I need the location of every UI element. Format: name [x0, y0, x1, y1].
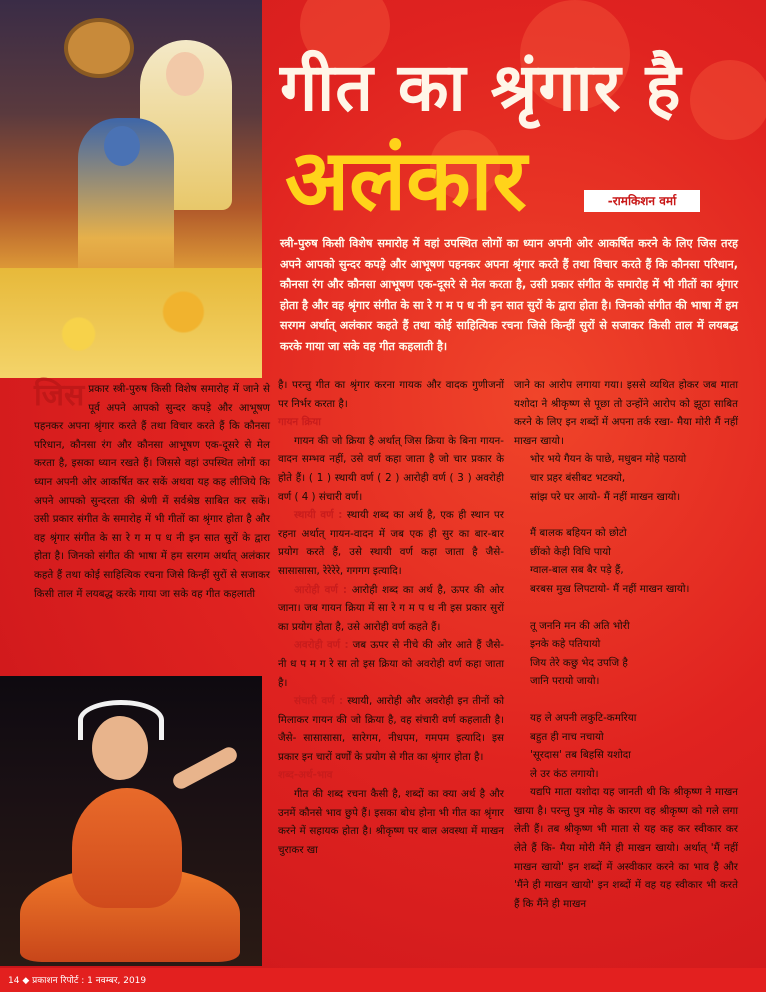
poem-line: ले उर कंठ लगायो।	[530, 767, 599, 780]
paragraph: यद्यपि माता यशोदा यह जानती थी कि श्रीकृष्ण ने माखन खाया है। परन्तु पुत्र मोह के कारण वह श्रीकृष्ण को गले लगा लेती हैं। तब श्रीकृष्ण भी माता से यह कह कर स्वीकार कर लेते हैं कि- मैया मोरी मैंने ही माखन खायो। अर्थात् 'मैं नहीं माखन खायो' इन शब्दों में अस्वीकार करने का भाव है और 'मैंने ही माखन खायो' इन शब्दों में वह यह स्वीकार भी करते हैं कि मैंने ही माखन	[514, 786, 738, 910]
paragraph: गायन की जो क्रिया है अर्थात् जिस क्रिया के बिना गायन-वादन सम्भव नहीं, उसे वर्ण कहा जाता है जो चार प्रकार के होते हैं। ( 1 ) स्थायी वर्ण ( 2 ) आरोही वर्ण ( 3 ) अवरोही वर्ण ( 4 ) संचारी वर्ण।	[278, 434, 504, 503]
paragraph-text: जब ऊपर से नीचे की ओर आते हैं जैसे- नी ध प म ग रे सा तो इस क्रिया को अवरोही वर्ण कहा जाता है।	[278, 639, 505, 689]
paragraph: जाने का आरोप लगाया गया। इससे व्यथित होकर जब माता यशोदा ने श्रीकृष्ण से पूछा तो उन्होंने आरोप को झूठा साबित करने के लिए इन शब्दों में अपना तर्क रखा- मैया मोरी मैं नहीं माखन खायो।	[514, 379, 738, 447]
poem-line: यह ले अपनी लकुटि-कमरिया	[530, 711, 637, 724]
drop-cap: जिस	[34, 378, 85, 413]
inline-heading: आरोही वर्ण :	[294, 583, 348, 596]
poem-stanza-3	[514, 617, 738, 691]
poem-stanza-4	[514, 709, 738, 783]
krishna-face	[104, 126, 140, 166]
paragraph	[278, 636, 504, 692]
paragraph	[278, 692, 504, 766]
dancer-photo	[0, 676, 262, 966]
article-column-3	[514, 376, 738, 913]
poem-line: बरबस मुख लिपटायो- मैं नहीं माखन खायो।	[530, 582, 690, 595]
poem-stanza-2	[514, 524, 738, 598]
radha-face	[166, 52, 204, 96]
poem-line: इनके कहे पतियायो	[530, 638, 601, 651]
dancer-arm	[170, 745, 239, 792]
poem-stanza-1	[514, 450, 738, 506]
paragraph	[278, 581, 504, 637]
poem-line: भोर भये गैयन के पाछे, मधुबन मोहे पठायो	[530, 453, 687, 466]
poem-line: छींको केही विधि पायो	[530, 545, 611, 558]
section-heading: गायन क्रिया	[278, 416, 321, 429]
poem-line: तू जननि मन की अति भोरी	[530, 619, 630, 632]
krishna-radha-photo	[0, 0, 262, 378]
dancer-body	[72, 788, 182, 908]
article-column-1	[34, 380, 270, 603]
column-text: प्रकार स्त्री-पुरुष किसी विशेष समारोह में जाने से पूर्व अपने आपको सुन्दर कपड़े और आभूषण पहनकर अपना श्रृंगार करते हैं तथा विचार करते हैं कि कौनसा परिधान, कौनसा रंग और कौनसा आभूषण एक-दूसरे से मेल करता है, इसका ध्यान रखते हैं। जिससे वहां उपस्थित लोगों का ध्यान अपनी ओर आकर्षित कर सकें अथवा यह कह लीजिये कि अपने आपको सुन्दरता की श्रेणी में सर्वश्रेष्ठ साबित कर सकें। उसी प्रकार संगीत के समारोह में भी गीतों का श्रृंगार होता है और वह श्रृंगार संगीत के सा रे ग म प ध नी इन सात सुरों के द्वारा होता है। जिनको संगीत की भाषा में हम सरगम अर्थात् अलंकार कहते हैं तथा कोई साहित्यिक रचना जिसे किन्हीं सुरों से सजाकर किसी ताल में लयबद्ध करके गाया जा सके वह गीत कहलाती	[34, 383, 270, 600]
paragraph: है। परन्तु गीत का श्रृंगार करना गायक और वादक गुणीजनों पर निर्भर करता है।	[278, 379, 504, 410]
paragraph: गीत की शब्द रचना कैसी है, शब्दों का क्या अर्थ है और उनमें कौनसे भाव छुपे हैं। इसका बोध होना भी गीत का श्रृंगार करने में सहायक होता है। श्रीकृष्ण पर बाल अवस्था में माखन चुराकर खा	[278, 788, 504, 856]
paragraph-text: स्थायी शब्द का अर्थ है, एक ही स्थान पर रहना अर्थात् गायन-वादन में जब एक ही सुर का बार-बार प्रयोग करते हैं, उसे स्थायी वर्ण कहा जाता है जैसे- सासासासा, रेरेरेरे, गगगग इत्यादि।	[278, 509, 504, 577]
poem-line: बहुत ही नाच नचायो	[530, 730, 604, 743]
flower-petals	[0, 268, 262, 378]
section-heading: शब्द-अर्थ-भाव	[278, 769, 333, 782]
paragraph	[278, 506, 504, 580]
article-title-line1: गीत का श्रृंगार है	[280, 49, 682, 126]
poem-line: 'सूरदास' तब बिहसि यशोदा	[530, 749, 631, 762]
flower-pattern	[690, 60, 766, 140]
dancer-face	[92, 716, 148, 780]
intro-paragraph: स्त्री-पुरुष किसी विशेष समारोह में वहां उपस्थित लोगों का ध्यान अपनी ओर आकर्षित करने के लिए जिस तरह अपने आपको सुन्दर कपड़े और आभूषण पहनकर अपना श्रृंगार करते हैं तथा विचार करते हैं कि कौनसा परिधान, कौनसा रंग और कौनसा आभूषण एक-दूसरे से मेल करता है, उसी प्रकार संगीत के समारोह में भी गीतों का श्रृंगार होता है और वह श्रृंगार संगीत के सा रे ग म प ध नी इन सात सुरों के द्वारा होता है। जिनको संगीत की भाषा में हम सरगम अर्थात् अलंकार कहते हैं तथा कोई साहित्यिक रचना जिसे किन्हीं सुरों से सजाकर किसी ताल में लयबद्ध करके गाया जा सके वह गीत कहलाती है।	[280, 237, 738, 353]
flower-basket	[64, 18, 134, 78]
author-byline: -रामकिशन वर्मा	[584, 190, 700, 212]
poem-line: सांझ परे घर आयो- मैं नहीं माखन खायो।	[530, 490, 681, 503]
poem-line: जानि परायो जायो।	[530, 675, 600, 688]
poem-line: ग्वाल-बाल सब बैर पड़े हैं,	[530, 564, 624, 577]
article-title-line2: अलंकार	[285, 131, 527, 229]
article-column-2	[278, 376, 504, 859]
poem-line: जिय तेरे कछु भेद उपजि है	[530, 656, 628, 669]
poem-line: मैं बालक बहियन को छोटो	[530, 527, 627, 540]
inline-heading: स्थायी वर्ण :	[294, 509, 343, 522]
poem-line: चार प्रहर बंसीबट भटक्यो,	[530, 471, 626, 484]
footer-folio: 14 ◆ प्रकाशन रिपोर्ट : 1 नवम्बर, 2019	[8, 976, 147, 986]
paragraph-text: आरोही शब्द का अर्थ है, ऊपर की ओर जाना। जब गायन क्रिया में सा रे ग म प ध नी इस प्रकार सुरों का प्रयोग होता है, उसे आरोही वर्ण कहते हैं।	[278, 583, 504, 633]
inline-heading: अवरोही वर्ण :	[294, 639, 349, 652]
inline-heading: संचारी वर्ण :	[294, 695, 344, 708]
paragraph-text: स्थायी, आरोही और अवरोही इन तीनों को मिलाकर गायन की जो क्रिया है, वह संचारी वर्ण कहलाती है। जैसे- सासासासा, सारेगम, नीधपम, गमपम इत्यादि। इस प्रकार इन चारों वर्णों के प्रयोग से गीत का श्रृंगार होता है।	[278, 695, 504, 763]
